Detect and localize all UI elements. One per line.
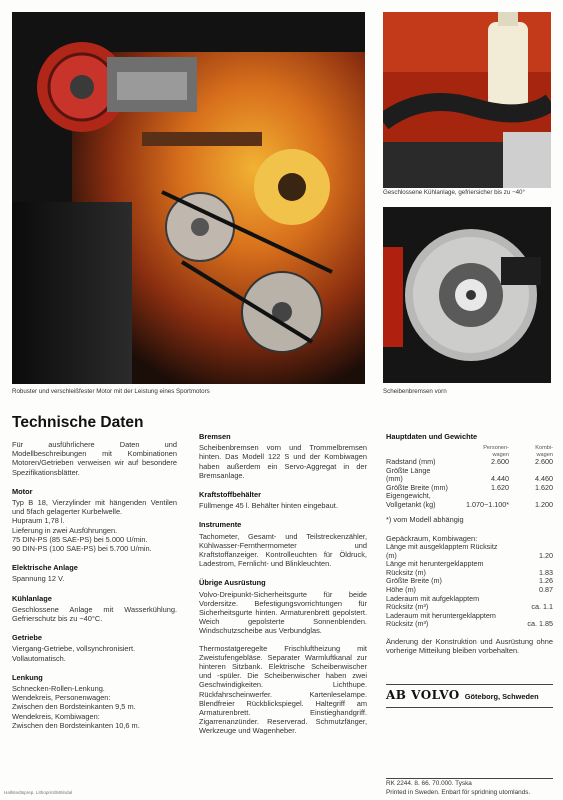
section-line: Wendekreis, Personenwagen: — [12, 693, 111, 703]
brakes-photo — [383, 207, 551, 383]
printer-credit: Hallstedtsprep. Lithoprint/Mölndal — [4, 790, 73, 795]
disclaimer: Änderung der Konstruktion und Ausrüstung ohne vorherige Mitteilung bleiben vorbehalten. — [386, 636, 553, 656]
table-row: Größte Länge (mm) 4.440 4.460 — [386, 465, 553, 484]
section-line: Hupraum 1,78 l. — [12, 516, 65, 526]
section-heading: Getriebe — [12, 633, 42, 643]
section-line: Viergang-Getriebe, vollsynchronisiert. — [12, 644, 136, 654]
section-line: Typ B 18, Vierzylinder mit hängenden Ventilen und 5fach gelagerter Kurbelwelle. — [12, 498, 177, 517]
brand-city: Göteborg, Schweden — [464, 692, 539, 701]
col-header-kombi: Kombi- wagen — [535, 445, 553, 458]
section-heading: Bremsen — [199, 432, 231, 441]
table-row: Länge mit ausgeklapptem Rücksitz (m) 1.20 — [386, 541, 553, 560]
print-code: RK 2244. 8. 66. 70.000. Tyska — [386, 780, 472, 787]
table-row: Eigengewicht, — [386, 491, 431, 501]
main-data-table — [386, 445, 553, 509]
section-line: Vollautomatisch. — [12, 653, 66, 663]
table-row: Vollgetankt (kg) 1.070−1.100* 1.200 — [386, 499, 553, 509]
column-right — [386, 432, 553, 655]
section-line: Spannung 12 V. — [12, 574, 65, 584]
column-left — [12, 440, 177, 730]
main-data-heading: Hauptdaten und Gewichte — [386, 432, 478, 441]
column-middle — [199, 432, 367, 736]
table-row: Rücksitz (m) 1.83 — [386, 567, 553, 577]
cooling-photo — [383, 12, 551, 188]
engine-photo-caption: Robuster und verschleißfester Motor mit der Leistung eines Sportmotors — [12, 388, 210, 395]
section-line: Schnecken-Rollen-Lenkung. — [12, 684, 105, 694]
section-heading: Instrumente — [199, 520, 242, 530]
section-heading: Kraftstoffbehälter — [199, 490, 262, 500]
section-heading: Elektrische Anlage — [12, 563, 78, 573]
section-heading: Kühlanlage — [12, 593, 52, 603]
table-row: Größte Breite (mm) 1.620 1.620 — [386, 482, 553, 492]
table-row: Rücksitz (m³) ca. 1.85 — [386, 619, 553, 629]
table-row: Rücksitz (m³) ca. 1.1 — [386, 602, 553, 612]
section-line: Lieferung in zwei Ausführungen. — [12, 525, 118, 535]
closing-text: Thermostatgeregelte Frischluftheizung mit Zweistufengebläse. Separater Warmluftkanal zur hinteren Sitzbank. Elektrische Scheibenwischer und -spüler. Die Scheibenwischer haben zwei Geschwindigkeiten. Lichthupe. Rückfahrscheinwerfer. Kartenleselampe. Blendfreier Rückblickspiegel. Haltegriff am Armaturenbrett. Einstieghandgriff. Zigarrenanzünder. Reserverad. Schmutzfänger, Werkzeuge und Wagenheber. — [199, 643, 367, 736]
section-line: Scheibenbremsen vorn und Trommelbremsen hinten. Das Modell 122 S und der Kombiwagen haben außerdem ein Servo-Aggregat in der Bremsanlage. — [199, 443, 367, 480]
section-line: 75 DIN-PS (85 SAE-PS) bei 5.000 U/min. — [12, 534, 148, 544]
table-row: Radstand (mm) 2.600 2.600 — [386, 457, 553, 467]
table-row: Laderaum mit aufgeklapptem — [386, 593, 480, 603]
table-row: Höhe (m) 0.87 — [386, 584, 553, 594]
section-line: Zwischen den Bordsteinkanten 10,6 m. — [12, 720, 140, 730]
intro-text: Für ausführlichere Daten und Modellbeschreibungen mit Kombinationen Motoren/Getrieben verweisen wir auf besondere Spezifikationsblätter. — [12, 440, 177, 477]
section-line: 90 DIN-PS (100 SAE-PS) bei 5.700 U/min. — [12, 544, 152, 554]
footnote: *) vom Modell abhängig — [386, 514, 464, 524]
footer-rule — [386, 778, 553, 779]
col-header-personen: Personen- wagen — [483, 445, 509, 458]
cargo-table — [386, 543, 553, 629]
brand-logo — [386, 688, 539, 702]
brand-rule-bottom — [386, 707, 553, 708]
brand-rule-top — [386, 684, 553, 685]
printed-note: Printed in Sweden. Enbart för spridning utomlands. — [386, 789, 531, 796]
section-line: Zwischen den Bordsteinkanten 9,5 m. — [12, 702, 136, 712]
section-line: Wendekreis, Kombiwagen: — [12, 711, 100, 721]
section-heading: Motor — [12, 486, 33, 496]
table-row: Größte Breite (m) 1.26 — [386, 576, 553, 586]
section-heading: Lenkung — [12, 672, 43, 682]
table-row: Länge mit heruntergeklapptem — [386, 559, 484, 569]
volvo-wordmark: AB VOLVO — [386, 688, 460, 702]
cargo-heading: Gepäckraum, Kombiwagen: — [386, 533, 478, 543]
section-line: Füllmenge 45 l. Behälter hinten eingebaut. — [199, 501, 338, 511]
section-heading: Übrige Ausrüstung — [199, 578, 266, 588]
page-title: Technische Daten — [12, 414, 144, 431]
section-line: Tachometer, Gesamt- und Teilstreckenzähler, Kühlwasser-Fernthermometer und Kraftstoffanzeiger. Kontrolleuchten für Öldruck, Ladestrom, Fernlicht- und Blinkleuchten. — [199, 531, 367, 569]
section-line: Volvo-Dreipunkt-Sicherheitsgurte für beide Vordersitze. Befestigungsvorrichtungen für Sicherheitsgurte hinten. Armaturenbrett gepolstert. Weich gepolsterte Sonnenblenden. Windschutzscheibe aus Verbundglas. — [199, 589, 367, 636]
table-row: Laderaum mit heruntergeklapptem — [386, 610, 496, 620]
engine-photo — [12, 12, 365, 384]
section-line: Geschlossene Anlage mit Wasserkühlung. Gefrierschutz bis zu −40°C. — [12, 604, 177, 624]
cooling-photo-caption: Geschlossene Kühlanlage, gefriersicher bis zu −40° — [383, 189, 525, 196]
brakes-photo-caption: Scheibenbremsen vorn — [383, 388, 447, 395]
